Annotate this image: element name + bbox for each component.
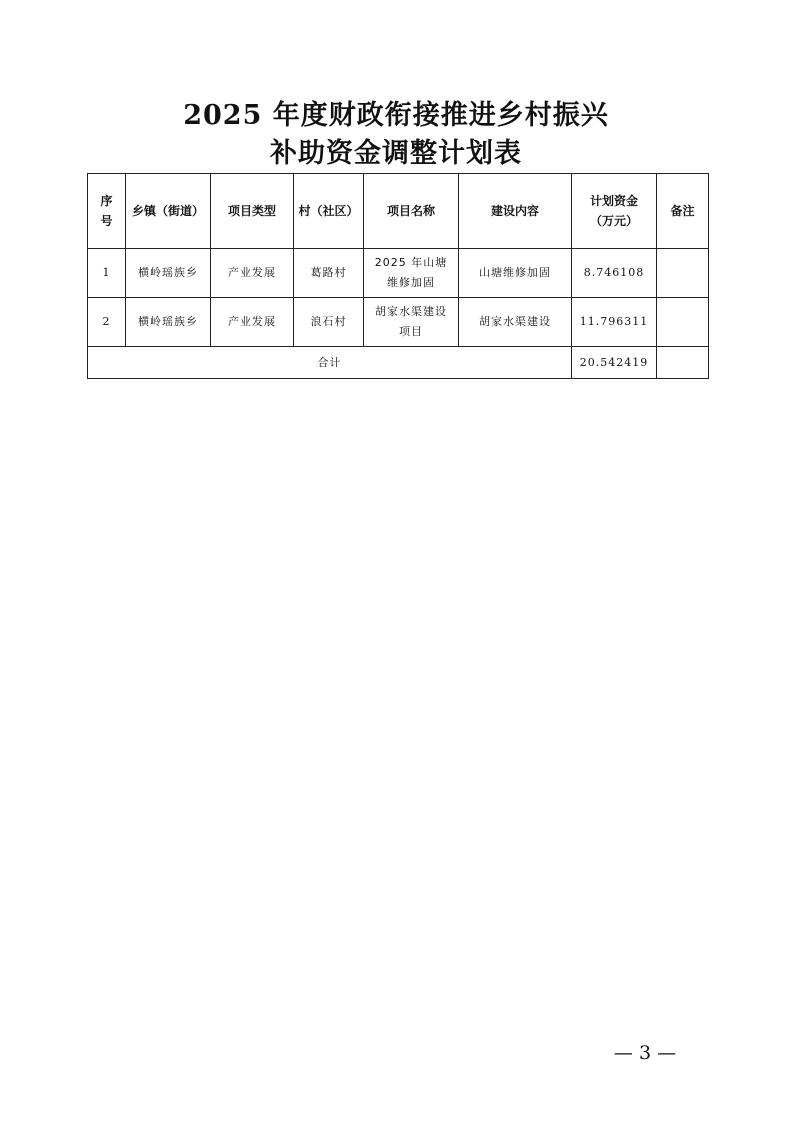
cell-project-name-line2: 维修加固 [387,276,435,289]
header-seq-line1: 序 [100,194,113,208]
table-row [88,249,709,298]
funding-plan-table [87,173,709,379]
document-title-line-2: 补助资金调整计划表 [270,138,522,169]
header-town: 乡镇（街道） [126,174,211,249]
cell-remarks [657,298,709,347]
header-project-name: 项目名称 [364,174,459,249]
cell-project-name [364,249,459,298]
cell-project-name-line1: 2025 年山塘 [374,256,448,269]
cell-project-name [364,298,459,347]
cell-project-name-line1: 胡家水渠建设 [375,305,447,318]
table-row [88,298,709,347]
total-funds: 20.542419 [572,347,657,379]
cell-remarks [657,249,709,298]
page-number: — 3 — [613,1042,677,1064]
cell-funds: 8.746108 [572,249,657,298]
cell-village: 浪石村 [294,298,364,347]
cell-town: 横岭瑶族乡 [126,298,211,347]
table-header-row [88,174,709,249]
cell-content: 胡家水渠建设 [459,298,572,347]
cell-project-type: 产业发展 [211,298,294,347]
total-label: 合计 [88,347,572,379]
header-funds-line2: （万元） [589,214,638,228]
cell-funds: 11.796311 [572,298,657,347]
cell-village: 葛路村 [294,249,364,298]
header-village: 村（社区） [294,174,364,249]
header-content: 建设内容 [459,174,572,249]
header-project-type: 项目类型 [211,174,294,249]
cell-project-name-line2: 项目 [399,325,423,338]
header-seq [88,174,126,249]
header-funds [572,174,657,249]
document-title-line-1: 2025 年度财政衔接推进乡村振兴 [183,100,609,131]
cell-seq: 2 [88,298,126,347]
header-remarks: 备注 [657,174,709,249]
cell-seq: 1 [88,249,126,298]
table-total-row [88,347,709,379]
cell-town: 横岭瑶族乡 [126,249,211,298]
header-funds-line1: 计划资金 [589,194,638,208]
header-seq-line2: 号 [100,214,113,228]
total-remarks [657,347,709,379]
cell-content: 山塘维修加固 [459,249,572,298]
cell-project-type: 产业发展 [211,249,294,298]
